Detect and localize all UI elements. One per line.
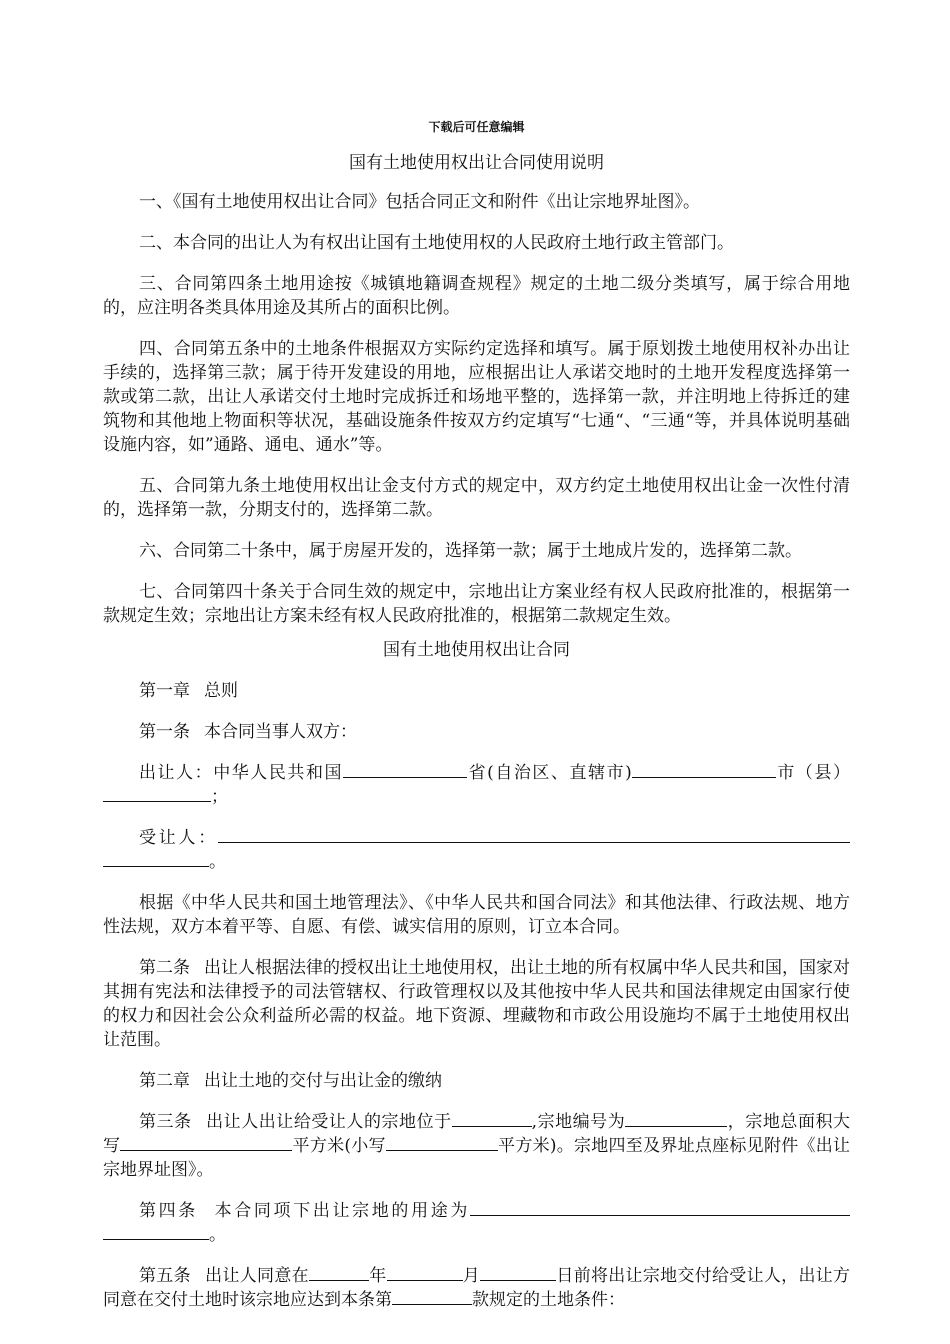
transferee-blank-1[interactable] [218, 826, 850, 843]
article-3-text-c: ，宗地总面积大写 [103, 1112, 851, 1156]
article-5-text-a: 出让人同意在 [204, 1266, 309, 1286]
county-blank[interactable] [103, 785, 211, 802]
article-4-end: 。 [209, 1225, 226, 1245]
city-suffix: 市（县） [775, 763, 851, 783]
clause-number-blank[interactable] [392, 1288, 472, 1305]
article-1-text: 本合同当事人双方： [204, 722, 357, 742]
article-5-label: 第五条 [139, 1266, 191, 1286]
land-use-blank-1[interactable] [470, 1199, 850, 1216]
instruction-item-5: 五、合同第九条土地使用权出让金支付方式的规定中，双方约定土地使用权出让金一次性付清的，选择第一款，分期支付的，选择第二款。 [103, 476, 850, 520]
article-4-label: 第四条 [139, 1201, 198, 1221]
transferee-label: 受让人： [139, 828, 218, 848]
article-3-text-b: ,宗地编号为 [531, 1112, 626, 1132]
month-label: 月 [462, 1266, 481, 1286]
article-1 [103, 720, 850, 744]
page-header: 下载后可任意编辑 [428, 120, 525, 134]
article-3-text-e: 平方米)。宗地四至及界址点座标见附件《出让宗地界址图》。 [103, 1136, 851, 1180]
article-2 [103, 956, 850, 1052]
instruction-item-4: 四、合同第五条中的土地条件根据双方实际约定选择和填写。属于原划拨土地使用权补办出让手续的，选择第三款；属于待开发建设的用地，应根据出让人承诺交地时的土地开发程度选择第一款或第二款，出让人承诺交付土地时完成拆迁和场地平整的，选择第一款，并注明地上待拆迁的建筑物和其他地上物面积等状况，基础设施条件按双方约定填写“七通“、“三通“等，并具体说明基础设施内容，如”通路、通电、通水”等。 [103, 339, 850, 455]
instruction-item-7: 七、合同第四十条关于合同生效的规定中，宗地出让方案业经有权人民政府批准的，根据第一款规定生效；宗地出让方案未经有权人民政府批准的，根据第二款规定生效。 [103, 582, 850, 626]
instruction-item-1: 一、《国有土地使用权出让合同》包括合同正文和附件《出让宗地界址图》。 [139, 192, 700, 212]
article-3-text-a: 出让人出让给受让人的宗地位于 [205, 1112, 452, 1132]
year-blank[interactable] [309, 1264, 369, 1281]
chapter-1-label: 第一章 [139, 681, 190, 701]
transferee-end: 。 [209, 852, 226, 872]
transferor-label: 出让人：中华人民共和国 [139, 763, 344, 783]
transferee-blank-2[interactable] [103, 850, 209, 867]
area-capital-blank[interactable] [120, 1134, 292, 1151]
article-4 [103, 1199, 850, 1247]
city-blank[interactable] [632, 761, 776, 778]
chapter-2-label: 第二章 [139, 1071, 190, 1091]
transferee-line [103, 826, 850, 874]
instruction-item-3: 三、合同第四条土地用途按《城镇地籍调查规程》规定的土地二级分类填写，属于综合用地的，应注明各类具体用途及其所占的面积比例。 [103, 274, 850, 318]
article-5-text-e: 款规定的土地条件： [472, 1290, 625, 1310]
contract-title: 国有土地使用权出让合同 [383, 640, 570, 660]
article-3 [103, 1110, 850, 1182]
article-1-label: 第一条 [139, 722, 190, 742]
legal-basis: 根据《中华人民共和国土地管理法》、《中华人民共和国合同法》和其他法律、行政法规、地方性法规，双方本着平等、自愿、有偿、诚实信用的原则，订立本合同。 [103, 893, 850, 937]
chapter-1-text: 总则 [204, 681, 238, 701]
area-number-blank[interactable] [386, 1134, 498, 1151]
article-5-text-d: 日前将出让宗地交付给受让人，出让方同意在交付土地时该宗地应达到本条第 [103, 1266, 851, 1310]
instruction-item-6: 六、合同第二十条中，属于房屋开发的，选择第一款；属于土地成片发的，选择第二款。 [139, 541, 802, 561]
transferor-line [103, 761, 850, 809]
month-blank[interactable] [387, 1264, 463, 1281]
instruction-item-2: 二、本合同的出让人为有权出让国有土地使用权的人民政府土地行政主管部门。 [139, 233, 734, 253]
transferor-end: ； [211, 787, 228, 807]
article-2-text: 出让人根据法律的授权出让土地使用权，出让土地的所有权属中华人民共和国，国家对其拥有宪法和法律授予的司法管辖权、行政管理权以及其他按中华人民共和国法律规定由国家行使的权力和因社会公众利益所必需的权益。地下资源、埋藏物和市政公用设施均不属于土地使用权出让范围。 [103, 958, 850, 1050]
article-3-label: 第三条 [139, 1112, 192, 1132]
year-label: 年 [368, 1266, 387, 1286]
article-3-text-d: 平方米(小写 [292, 1136, 386, 1156]
land-use-blank-2[interactable] [103, 1223, 209, 1240]
day-blank[interactable] [480, 1264, 556, 1281]
chapter-2-text: 出让土地的交付与出让金的缴纳 [204, 1071, 442, 1091]
chapter-1-heading [103, 679, 850, 703]
province-suffix: 省(自治区、直辖市) [467, 763, 632, 783]
document-page [103, 118, 850, 1329]
chapter-2-heading [103, 1069, 850, 1093]
province-blank[interactable] [343, 761, 467, 778]
article-2-label: 第二条 [139, 958, 190, 978]
parcel-number-blank[interactable] [625, 1110, 727, 1127]
article-5 [103, 1264, 850, 1312]
instructions-title: 国有土地使用权出让合同使用说明 [349, 153, 604, 173]
article-4-text: 本合同项下出让宗地的用途为 [211, 1201, 471, 1221]
location-blank[interactable] [452, 1110, 532, 1127]
